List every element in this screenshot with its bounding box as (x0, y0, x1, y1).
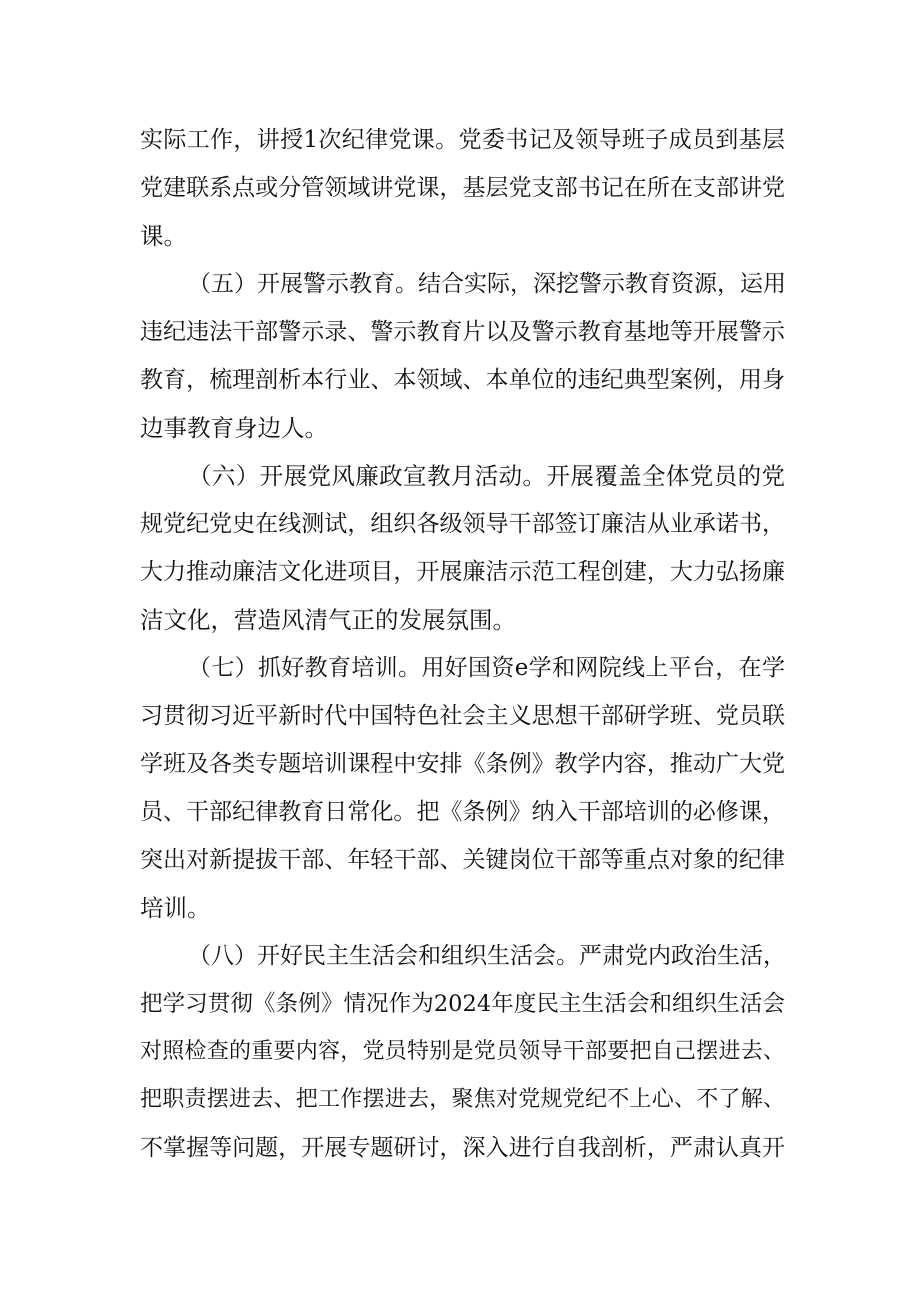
text-line: 实际工作，讲授1次纪律党课。党委书记及领导班子成员到基层 (140, 127, 785, 153)
text-line: 边事教育身边人。 (140, 414, 328, 442)
text-line: 党建联系点或分管领域讲党课，基层党支部书记在所在支部讲党 (140, 175, 785, 201)
text-line: 把职责摆进去、把工作摆进去，聚焦对党规党纪不上心、不了解、 (140, 1087, 785, 1112)
text-line: 大力推动廉洁文化进项目，开展廉洁示范工程创建，大力弘扬廉 (140, 559, 785, 585)
text-line: 习贯彻习近平新时代中国特色社会主义思想干部研学班、党员联 (140, 703, 785, 729)
text-line: 教育，梳理剖析本行业、本领域、本单位的违纪典型案例，用身 (140, 367, 785, 393)
text-line: 突出对新提拔干部、年轻干部、关键岗位干部等重点对象的纪律 (140, 847, 785, 873)
text-line: 规党纪党史在线测试，组织各级领导干部签订廉洁从业承诺书， (140, 511, 785, 537)
paragraph-heading-6: （六）开展党风廉政宣教月活动。开展覆盖全体党员的党 (188, 462, 785, 490)
text-line: 把学习贯彻《条例》情况作为2024年度民主生活会和组织生活会 (140, 991, 785, 1017)
text-line: 不掌握等问题，开展专题研讨，深入进行自我剖析，严肃认真开 (140, 1135, 785, 1161)
paragraph-heading-8: （八）开好民主生活会和组织生活会。严肃党内政治生活， (188, 943, 786, 969)
paragraph-heading-7: （七）抓好教育培训。用好国资e学和网院线上平台，在学 (188, 655, 785, 681)
text-line: 对照检查的重要内容，党员特别是党员领导干部要把自己摆进去、 (140, 1039, 785, 1064)
text-line: 培训。 (140, 894, 211, 922)
text-line: 课。 (140, 222, 187, 250)
text-line: 洁文化，营造风清气正的发展氛围。 (140, 606, 516, 634)
text-line: 违纪违法干部警示录、警示教育片以及警示教育基地等开展警示 (140, 319, 785, 345)
paragraph-heading-5: （五）开展警示教育。结合实际，深挖警示教育资源，运用 (188, 271, 786, 297)
text-line: 员、干部纪律教育日常化。把《条例》纳入干部培训的必修课， (140, 799, 785, 825)
text-line: 学班及各类专题培训课程中安排《条例》教学内容，推动广大党 (140, 751, 785, 777)
